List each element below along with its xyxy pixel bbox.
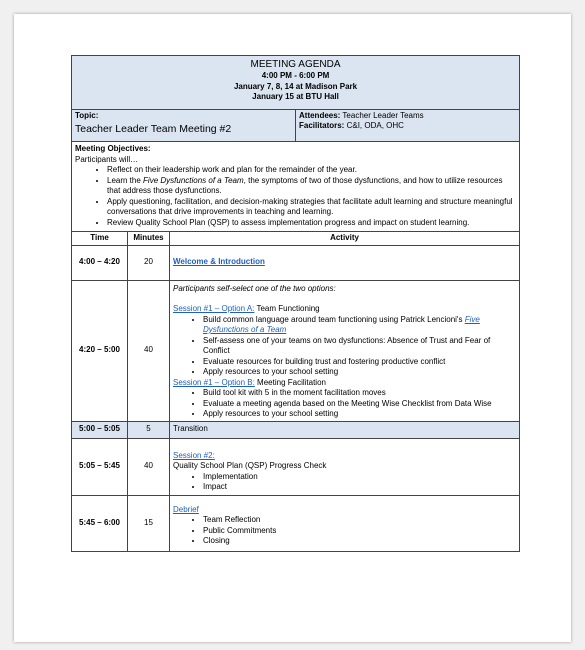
table-row xyxy=(72,438,520,495)
objectives-label: Meeting Objectives: xyxy=(75,144,151,153)
list-item: • Build common language around team functioning using Patrick Lencioni's Five Dysfunctions of a Team xyxy=(203,315,516,336)
list-item: • Team Reflection xyxy=(203,515,516,526)
objectives-list xyxy=(75,165,516,228)
session-1b-list xyxy=(173,388,516,420)
col-time-header: Time xyxy=(72,232,128,246)
session-2-title: Quality School Plan (QSP) Progress Check xyxy=(173,461,327,470)
list-item: • Impact xyxy=(203,482,516,493)
list-item: • Closing xyxy=(203,536,516,547)
objectives-cell xyxy=(72,142,520,232)
objective-item: • Reflect on their leadership work and plan for the remainder of the year. xyxy=(107,165,516,176)
list-item: • Implementation xyxy=(203,472,516,483)
row-time: 5:00 – 5:05 xyxy=(72,421,128,438)
book-title: Five Dysfunctions of a Team xyxy=(143,175,244,185)
list-item: • Build tool kit with 5 in the moment facilitation moves xyxy=(203,388,516,399)
session-1a-link[interactable]: Session #1 – Option A: xyxy=(173,304,255,313)
debrief-link[interactable]: Debrief xyxy=(173,504,199,514)
objectives-row xyxy=(72,142,520,232)
objective-item: • Apply questioning, facilitation, and decision-making strategies that facilitate adult learning and structure meaningful conversations that drive improvements in teaching and learning. xyxy=(107,197,516,218)
row-time: 5:05 – 5:45 xyxy=(72,438,128,495)
row-minutes: 40 xyxy=(128,438,170,495)
topic-label: Topic: xyxy=(75,110,99,120)
table-row xyxy=(72,421,520,438)
list-item: • Apply resources to your school setting xyxy=(203,367,516,378)
row-activity xyxy=(170,495,520,551)
table-row xyxy=(72,495,520,551)
col-minutes-header: Minutes xyxy=(128,232,170,246)
welcome-link[interactable]: Welcome & Introduction xyxy=(173,257,265,267)
row-minutes: 40 xyxy=(128,280,170,421)
session-1b-link[interactable]: Session #1 – Option B: xyxy=(173,377,255,387)
session-1a-title: Team Functioning xyxy=(254,304,320,313)
table-row xyxy=(72,245,520,280)
topic-row xyxy=(72,109,520,142)
facilitators-label: Facilitators: xyxy=(299,121,345,130)
session-2-link[interactable]: Session #2: xyxy=(173,450,215,460)
row-activity xyxy=(170,438,520,495)
col-activity-header: Activity xyxy=(170,232,520,246)
row-time: 4:20 – 5:00 xyxy=(72,280,128,421)
agenda-table xyxy=(71,55,520,552)
attendees-label: Attendees: xyxy=(299,110,341,120)
facilitators-value: C&I, ODA, OHC xyxy=(346,121,404,130)
debrief-list xyxy=(173,515,516,547)
row-activity xyxy=(170,245,520,280)
column-header-row xyxy=(72,232,520,246)
list-item: • Evaluate resources for building trust and fostering productive conflict xyxy=(203,357,516,368)
objective-item: • Learn the Five Dysfunctions of a Team, the symptoms of two of those dysfunctions, and how to utilize resources that address those dysfunctions. xyxy=(107,176,516,197)
row-activity xyxy=(170,280,520,421)
session-2-list xyxy=(173,472,516,493)
attendees-value: Teacher Leader Teams xyxy=(342,110,424,120)
five-dysfunctions-link[interactable]: Five Dysfunctions of a Team xyxy=(203,314,480,334)
agenda-header xyxy=(72,56,520,110)
list-item: • Public Commitments xyxy=(203,526,516,537)
meeting-dates-2: January 15 at BTU Hall xyxy=(252,92,339,101)
table-row xyxy=(72,280,520,421)
agenda-title: MEETING AGENDA xyxy=(250,59,341,70)
meeting-dates-1: January 7, 8, 14 at Madison Park xyxy=(233,81,358,91)
topic-value: Teacher Leader Team Meeting #2 xyxy=(75,123,232,135)
meeting-time: 4:00 PM - 6:00 PM xyxy=(261,71,330,80)
session-intro: Participants self-select one of the two options: xyxy=(173,283,336,293)
session-1b-title: Meeting Facilitation xyxy=(254,377,326,387)
header-row xyxy=(72,56,520,110)
document-page xyxy=(14,14,571,642)
objective-item: • Review Quality School Plan (QSP) to assess implementation progress and impact on student learning. xyxy=(107,218,516,229)
row-time: 4:00 – 4:20 xyxy=(72,245,128,280)
list-item: • Self-assess one of your teams on two dysfunctions: Absence of Trust and Fear of Conflict xyxy=(203,336,516,357)
row-minutes: 15 xyxy=(128,495,170,551)
row-time: 5:45 – 6:00 xyxy=(72,495,128,551)
session-1a-list xyxy=(173,315,516,378)
topic-cell xyxy=(72,109,296,142)
objectives-intro: Participants will… xyxy=(75,154,139,164)
row-activity: Transition xyxy=(170,421,520,438)
attendees-cell xyxy=(296,109,520,142)
row-minutes: 20 xyxy=(128,245,170,280)
row-minutes: 5 xyxy=(128,421,170,438)
list-item: • Evaluate a meeting agenda based on the Meeting Wise Checklist from Data Wise xyxy=(203,399,516,410)
list-item: • Apply resources to your school setting xyxy=(203,409,516,420)
